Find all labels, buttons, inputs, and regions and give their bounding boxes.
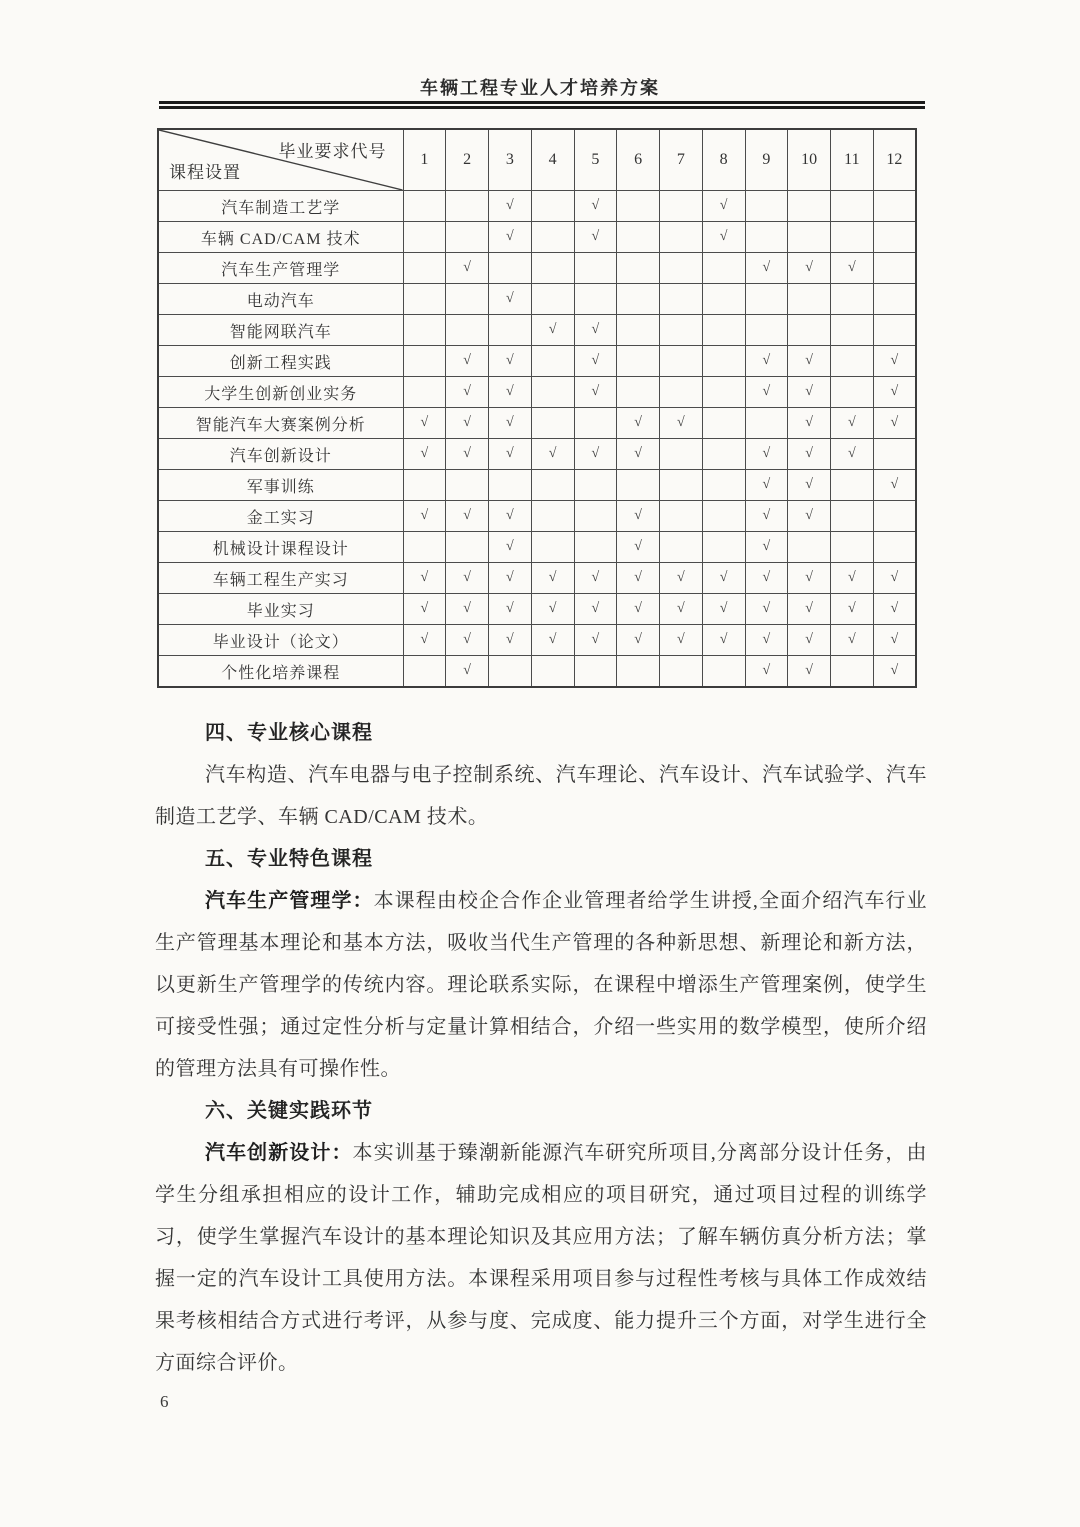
requirement-code-header: 9: [745, 129, 788, 191]
course-name-cell: 大学生创新创业实务: [158, 377, 403, 408]
empty-cell: [745, 222, 788, 253]
empty-cell: [574, 253, 617, 284]
table-row: [158, 315, 916, 346]
check-cell: √: [788, 656, 831, 688]
check-cell: √: [574, 625, 617, 656]
check-cell: √: [873, 563, 916, 594]
paragraph-bold-lead: 汽车创新设计：: [205, 1142, 353, 1164]
empty-cell: [831, 532, 874, 563]
table-row: [158, 191, 916, 222]
paragraph-bold-lead: 汽车生产管理学：: [205, 890, 374, 912]
table-row: [158, 563, 916, 594]
check-cell: √: [446, 439, 489, 470]
empty-cell: [617, 315, 660, 346]
check-cell: √: [446, 501, 489, 532]
empty-cell: [574, 284, 617, 315]
empty-cell: [574, 501, 617, 532]
check-cell: √: [788, 253, 831, 284]
empty-cell: [403, 284, 446, 315]
check-cell: √: [745, 501, 788, 532]
empty-cell: [702, 346, 745, 377]
check-cell: √: [788, 439, 831, 470]
page-title: 车辆工程专业人才培养方案: [420, 78, 660, 98]
requirement-code-header: 1: [403, 129, 446, 191]
empty-cell: [873, 222, 916, 253]
check-cell: √: [788, 408, 831, 439]
section-heading: 四、专业核心课程: [205, 722, 373, 744]
empty-cell: [873, 253, 916, 284]
check-cell: √: [531, 563, 574, 594]
empty-cell: [788, 222, 831, 253]
empty-cell: [831, 470, 874, 501]
empty-cell: [403, 191, 446, 222]
check-cell: √: [489, 222, 532, 253]
empty-cell: [660, 532, 703, 563]
check-cell: √: [574, 594, 617, 625]
empty-cell: [446, 191, 489, 222]
check-cell: √: [489, 284, 532, 315]
check-cell: √: [574, 315, 617, 346]
empty-cell: [403, 315, 446, 346]
section-paragraph: [155, 880, 927, 1090]
requirement-code-header: 10: [788, 129, 831, 191]
empty-cell: [745, 408, 788, 439]
empty-cell: [531, 532, 574, 563]
empty-cell: [660, 377, 703, 408]
check-cell: √: [702, 191, 745, 222]
check-cell: √: [574, 222, 617, 253]
course-name-cell: 智能汽车大赛案例分析: [158, 408, 403, 439]
empty-cell: [660, 315, 703, 346]
empty-cell: [531, 191, 574, 222]
empty-cell: [831, 222, 874, 253]
empty-cell: [403, 253, 446, 284]
check-cell: √: [489, 532, 532, 563]
check-cell: √: [702, 594, 745, 625]
check-cell: √: [446, 594, 489, 625]
empty-cell: [489, 656, 532, 688]
check-cell: √: [531, 439, 574, 470]
header-double-rule: [159, 101, 925, 109]
empty-cell: [446, 222, 489, 253]
empty-cell: [403, 532, 446, 563]
check-cell: √: [617, 625, 660, 656]
empty-cell: [617, 191, 660, 222]
empty-cell: [660, 191, 703, 222]
section-heading: 五、专业特色课程: [205, 848, 373, 870]
empty-cell: [531, 284, 574, 315]
table-row: [158, 346, 916, 377]
check-cell: √: [873, 377, 916, 408]
rule-bottom-bar: [159, 106, 925, 109]
paragraph-text: 汽车构造、汽车电器与电子控制系统、汽车理论、汽车设计、汽车试验学、汽车制造工艺学、车辆 CAD/CAM 技术。: [155, 764, 927, 828]
check-cell: √: [745, 532, 788, 563]
check-cell: √: [531, 315, 574, 346]
corner-label-course-setup: 课程设置: [169, 163, 241, 182]
empty-cell: [574, 532, 617, 563]
empty-cell: [531, 501, 574, 532]
empty-cell: [745, 191, 788, 222]
check-cell: √: [489, 377, 532, 408]
empty-cell: [489, 470, 532, 501]
empty-cell: [788, 284, 831, 315]
check-cell: √: [489, 408, 532, 439]
course-name-cell: 军事训练: [158, 470, 403, 501]
empty-cell: [446, 315, 489, 346]
empty-cell: [788, 191, 831, 222]
check-cell: √: [617, 439, 660, 470]
empty-cell: [660, 346, 703, 377]
empty-cell: [873, 532, 916, 563]
check-cell: √: [660, 563, 703, 594]
check-cell: √: [831, 563, 874, 594]
empty-cell: [660, 222, 703, 253]
empty-cell: [660, 284, 703, 315]
check-cell: √: [873, 408, 916, 439]
check-cell: √: [873, 625, 916, 656]
empty-cell: [574, 470, 617, 501]
empty-cell: [446, 532, 489, 563]
check-cell: √: [446, 377, 489, 408]
empty-cell: [660, 656, 703, 688]
empty-cell: [831, 191, 874, 222]
course-name-cell: 创新工程实践: [158, 346, 403, 377]
table-row: [158, 284, 916, 315]
empty-cell: [831, 315, 874, 346]
check-cell: √: [873, 656, 916, 688]
check-cell: √: [788, 625, 831, 656]
check-cell: √: [446, 346, 489, 377]
check-cell: √: [788, 501, 831, 532]
empty-cell: [788, 315, 831, 346]
table-row: [158, 470, 916, 501]
empty-cell: [617, 346, 660, 377]
empty-cell: [446, 284, 489, 315]
requirement-code-header: 5: [574, 129, 617, 191]
table-row: [158, 253, 916, 284]
empty-cell: [489, 315, 532, 346]
table-row: [158, 222, 916, 253]
check-cell: √: [617, 563, 660, 594]
check-cell: √: [831, 408, 874, 439]
check-cell: √: [873, 470, 916, 501]
check-cell: √: [531, 625, 574, 656]
empty-cell: [831, 656, 874, 688]
check-cell: √: [660, 625, 703, 656]
body-text-sections: [155, 712, 927, 1384]
empty-cell: [873, 315, 916, 346]
empty-cell: [745, 315, 788, 346]
check-cell: √: [617, 594, 660, 625]
empty-cell: [531, 377, 574, 408]
empty-cell: [489, 253, 532, 284]
empty-cell: [831, 501, 874, 532]
empty-cell: [531, 346, 574, 377]
empty-cell: [531, 470, 574, 501]
check-cell: √: [702, 625, 745, 656]
empty-cell: [403, 346, 446, 377]
empty-cell: [745, 284, 788, 315]
empty-cell: [702, 315, 745, 346]
table-row: [158, 501, 916, 532]
empty-cell: [788, 532, 831, 563]
check-cell: √: [831, 594, 874, 625]
empty-cell: [531, 253, 574, 284]
check-cell: √: [403, 625, 446, 656]
check-cell: √: [788, 346, 831, 377]
check-cell: √: [489, 439, 532, 470]
check-cell: √: [745, 594, 788, 625]
empty-cell: [873, 284, 916, 315]
empty-cell: [873, 191, 916, 222]
check-cell: √: [403, 563, 446, 594]
check-cell: √: [617, 408, 660, 439]
check-cell: √: [702, 222, 745, 253]
check-cell: √: [489, 594, 532, 625]
table-row: [158, 532, 916, 563]
empty-cell: [574, 408, 617, 439]
check-cell: √: [531, 594, 574, 625]
table-row: [158, 408, 916, 439]
empty-cell: [531, 408, 574, 439]
check-cell: √: [831, 625, 874, 656]
table-row: [158, 439, 916, 470]
check-cell: √: [446, 563, 489, 594]
requirement-code-header: 12: [873, 129, 916, 191]
empty-cell: [873, 501, 916, 532]
empty-cell: [702, 408, 745, 439]
empty-cell: [702, 439, 745, 470]
requirement-code-header: 11: [831, 129, 874, 191]
requirement-code-header: 2: [446, 129, 489, 191]
check-cell: √: [745, 377, 788, 408]
empty-cell: [574, 656, 617, 688]
empty-cell: [617, 656, 660, 688]
course-name-cell: 车辆 CAD/CAM 技术: [158, 222, 403, 253]
check-cell: √: [873, 594, 916, 625]
diagonal-corner-cell: [158, 129, 403, 191]
check-cell: √: [574, 439, 617, 470]
check-cell: √: [489, 346, 532, 377]
check-cell: √: [403, 594, 446, 625]
empty-cell: [660, 470, 703, 501]
empty-cell: [617, 284, 660, 315]
check-cell: √: [788, 470, 831, 501]
check-cell: √: [745, 625, 788, 656]
check-cell: √: [489, 563, 532, 594]
check-cell: √: [574, 346, 617, 377]
check-cell: √: [617, 532, 660, 563]
requirement-code-header: 8: [702, 129, 745, 191]
paragraph-text: 本实训基于臻潮新能源汽车研究所项目,分离部分设计任务，由学生分组承担相应的设计工作，辅助完成相应的项目研究，通过项目过程的训练学习，使学生掌握汽车设计的基本理论知识及其应用方法；了解车辆仿真分析方法；掌握一定的汽车设计工具使用方法。本课程采用项目参与过程性考核与具体工作成效结果考核相结合方式进行考评，从参与度、完成度、能力提升三个方面，对学生进行全方面综合评价。: [155, 1142, 928, 1374]
check-cell: √: [489, 191, 532, 222]
empty-cell: [403, 222, 446, 253]
check-cell: √: [446, 253, 489, 284]
check-cell: √: [660, 594, 703, 625]
empty-cell: [702, 501, 745, 532]
course-name-cell: 金工实习: [158, 501, 403, 532]
table-row: [158, 377, 916, 408]
course-name-cell: 汽车制造工艺学: [158, 191, 403, 222]
course-name-cell: 车辆工程生产实习: [158, 563, 403, 594]
check-cell: √: [745, 563, 788, 594]
check-cell: √: [831, 439, 874, 470]
check-cell: √: [403, 501, 446, 532]
course-name-cell: 毕业实习: [158, 594, 403, 625]
check-cell: √: [446, 656, 489, 688]
section-heading: 六、关键实践环节: [205, 1100, 373, 1122]
empty-cell: [702, 532, 745, 563]
course-name-cell: 个性化培养课程: [158, 656, 403, 688]
empty-cell: [531, 656, 574, 688]
empty-cell: [617, 253, 660, 284]
check-cell: √: [403, 439, 446, 470]
empty-cell: [617, 222, 660, 253]
course-name-cell: 汽车创新设计: [158, 439, 403, 470]
requirement-code-header: 6: [617, 129, 660, 191]
check-cell: √: [745, 656, 788, 688]
requirement-code-header: 7: [660, 129, 703, 191]
empty-cell: [702, 656, 745, 688]
empty-cell: [446, 470, 489, 501]
empty-cell: [531, 222, 574, 253]
check-cell: √: [574, 191, 617, 222]
empty-cell: [660, 439, 703, 470]
check-cell: √: [873, 346, 916, 377]
section-paragraph: [155, 754, 927, 838]
check-cell: √: [446, 625, 489, 656]
check-cell: √: [489, 625, 532, 656]
check-cell: √: [788, 563, 831, 594]
empty-cell: [702, 253, 745, 284]
course-name-cell: 汽车生产管理学: [158, 253, 403, 284]
empty-cell: [873, 439, 916, 470]
check-cell: √: [788, 594, 831, 625]
requirements-matrix: [157, 128, 917, 688]
course-name-cell: 智能网联汽车: [158, 315, 403, 346]
table-header-row: [158, 129, 916, 191]
check-cell: √: [745, 470, 788, 501]
empty-cell: [617, 377, 660, 408]
requirement-code-header: 3: [489, 129, 532, 191]
check-cell: √: [745, 346, 788, 377]
empty-cell: [403, 656, 446, 688]
check-cell: √: [660, 408, 703, 439]
course-name-cell: 机械设计课程设计: [158, 532, 403, 563]
check-cell: √: [831, 253, 874, 284]
check-cell: √: [745, 253, 788, 284]
empty-cell: [702, 377, 745, 408]
check-cell: √: [788, 377, 831, 408]
paragraph-text: 本课程由校企合作企业管理者给学生讲授,全面介绍汽车行业生产管理基本理论和基本方法，吸收当代生产管理的各种新思想、新理论和新方法，以更新生产管理学的传统内容。理论联系实际，在课程中增添生产管理案例，使学生可接受性强；通过定性分析与定量计算相结合，介绍一些实用的数学模型，使所介绍的管理方法具有可操作性。: [155, 890, 928, 1080]
empty-cell: [660, 253, 703, 284]
check-cell: √: [617, 501, 660, 532]
empty-cell: [702, 470, 745, 501]
requirement-code-header: 4: [531, 129, 574, 191]
check-cell: √: [489, 501, 532, 532]
corner-label-requirement-codes: 毕业要求代号: [278, 142, 387, 161]
check-cell: √: [574, 563, 617, 594]
check-cell: √: [446, 408, 489, 439]
empty-cell: [831, 284, 874, 315]
check-cell: √: [574, 377, 617, 408]
course-name-cell: 电动汽车: [158, 284, 403, 315]
empty-cell: [403, 377, 446, 408]
empty-cell: [831, 346, 874, 377]
empty-cell: [403, 470, 446, 501]
empty-cell: [831, 377, 874, 408]
check-cell: √: [745, 439, 788, 470]
empty-cell: [660, 501, 703, 532]
page-number: 6: [160, 1392, 169, 1411]
table-row: [158, 625, 916, 656]
course-requirement-table: [157, 128, 917, 688]
table-row: [158, 656, 916, 688]
table-row: [158, 594, 916, 625]
check-cell: √: [403, 408, 446, 439]
check-cell: √: [702, 563, 745, 594]
section-paragraph: [155, 1132, 927, 1384]
course-name-cell: 毕业设计（论文）: [158, 625, 403, 656]
empty-cell: [702, 284, 745, 315]
empty-cell: [617, 470, 660, 501]
